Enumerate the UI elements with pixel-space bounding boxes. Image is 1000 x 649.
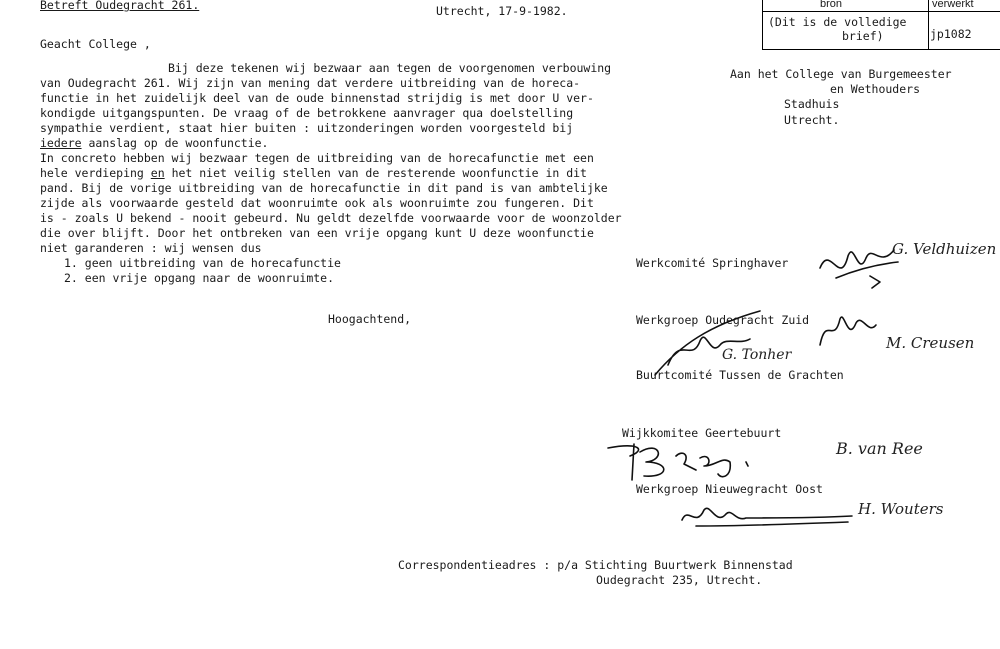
underlined-word: iedere <box>40 136 82 150</box>
address-line-2: en Wethouders <box>830 82 921 96</box>
signatory-name-handwritten: G. Tonher <box>722 347 792 363</box>
body-line: kondigde uitgangspunten. De vraag of de betrokkene aanvrager qua doelstelling <box>40 106 574 120</box>
body-line: iedere aanslag op de woonfunctie. <box>40 136 269 150</box>
correspondence-address-line-1: Correspondentieadres : p/a Stichting Buurtwerk Binnenstad <box>398 558 793 572</box>
signature-scribble <box>650 305 770 385</box>
body-line: functie in het zuidelijk deel van de oude binnenstad strijdig is met door U ver- <box>40 91 594 105</box>
salutation: Geacht College , <box>40 37 151 51</box>
address-line-3: Stadhuis <box>784 97 840 111</box>
correspondence-address-line-2: Oudegracht 235, Utrecht. <box>596 573 763 587</box>
body-line: van Oudegracht 261. Wij zijn van mening dat verdere uitbreiding van de horeca- <box>40 76 581 90</box>
body-line: niet garanderen : wij wensen dus <box>40 241 262 255</box>
body-line: hele verdieping en het niet veilig stellen van de resterende woonfunctie in dit <box>40 166 587 180</box>
address-line-1: Aan het College van Burgemeester <box>730 67 952 81</box>
signature-scribble <box>812 305 882 355</box>
list-item: 1. geen uitbreiding van de horecafunctie <box>64 256 341 270</box>
signatory-name-handwritten: H. Wouters <box>858 500 944 518</box>
place-date: Utrecht, 17-9-1982. <box>436 4 568 18</box>
body-line: is - zoals U bekend - nooit gebeurd. Nu geldt dezelfde voorwaarde voor de woonzolder <box>40 211 622 225</box>
stamp-header-bron: bron <box>820 0 843 10</box>
signatory-name-handwritten: B. van Ree <box>836 439 923 458</box>
signatory-org: Werkgroep Nieuwegracht Oost <box>636 482 823 496</box>
signatory-name-handwritten: G. Veldhuizen <box>892 240 997 258</box>
stamp-source-value: (Dit is de volledige brief) <box>768 15 907 43</box>
stamp-header-verwerkt: verwerkt <box>932 0 974 10</box>
signatory-org: Buurtcomité Tussen de Grachten <box>636 368 844 382</box>
body-line: die over blijft. Door het ontbreken van een vrije opgang kunt U deze woonfunctie <box>40 226 594 240</box>
signature-scribble <box>600 436 770 486</box>
closing: Hoogachtend, <box>328 312 412 326</box>
body-line: In concreto hebben wij bezwaar tegen de uitbreiding van de horecafunctie met een <box>40 151 594 165</box>
address-line-4: Utrecht. <box>784 113 840 127</box>
signatory-org: Werkgroep Oudegracht Zuid <box>636 313 810 327</box>
signature-scribble <box>676 500 856 534</box>
underlined-word: en <box>150 166 165 180</box>
signature-scribble <box>810 238 900 298</box>
stamp-processed-value: jp1082 <box>930 27 972 41</box>
body-line: zijde als voorwaarde gesteld dat woonruimte ook als woonruimte zou fungeren. Dit <box>40 196 594 210</box>
signatory-org: Wijkkomitee Geertebuurt <box>622 426 782 440</box>
body-line: Bij deze tekenen wij bezwaar aan tegen de voorgenomen verbouwing <box>168 61 612 75</box>
body-line: sympathie verdient, staat hier buiten : uitzonderingen worden voorgesteld bij <box>40 121 574 135</box>
signatory-org: Werkcomité Springhaver <box>636 256 789 270</box>
archive-stamp <box>762 0 1000 50</box>
subject-line: Betreft Oudegracht 261. <box>40 0 200 12</box>
body-line: pand. Bij de vorige uitbreiding van de horecafunctie in dit pand is van ambtelijke <box>40 181 608 195</box>
signatory-name-handwritten: M. Creusen <box>886 334 975 352</box>
list-item: 2. een vrije opgang naar de woonruimte. <box>64 271 335 285</box>
